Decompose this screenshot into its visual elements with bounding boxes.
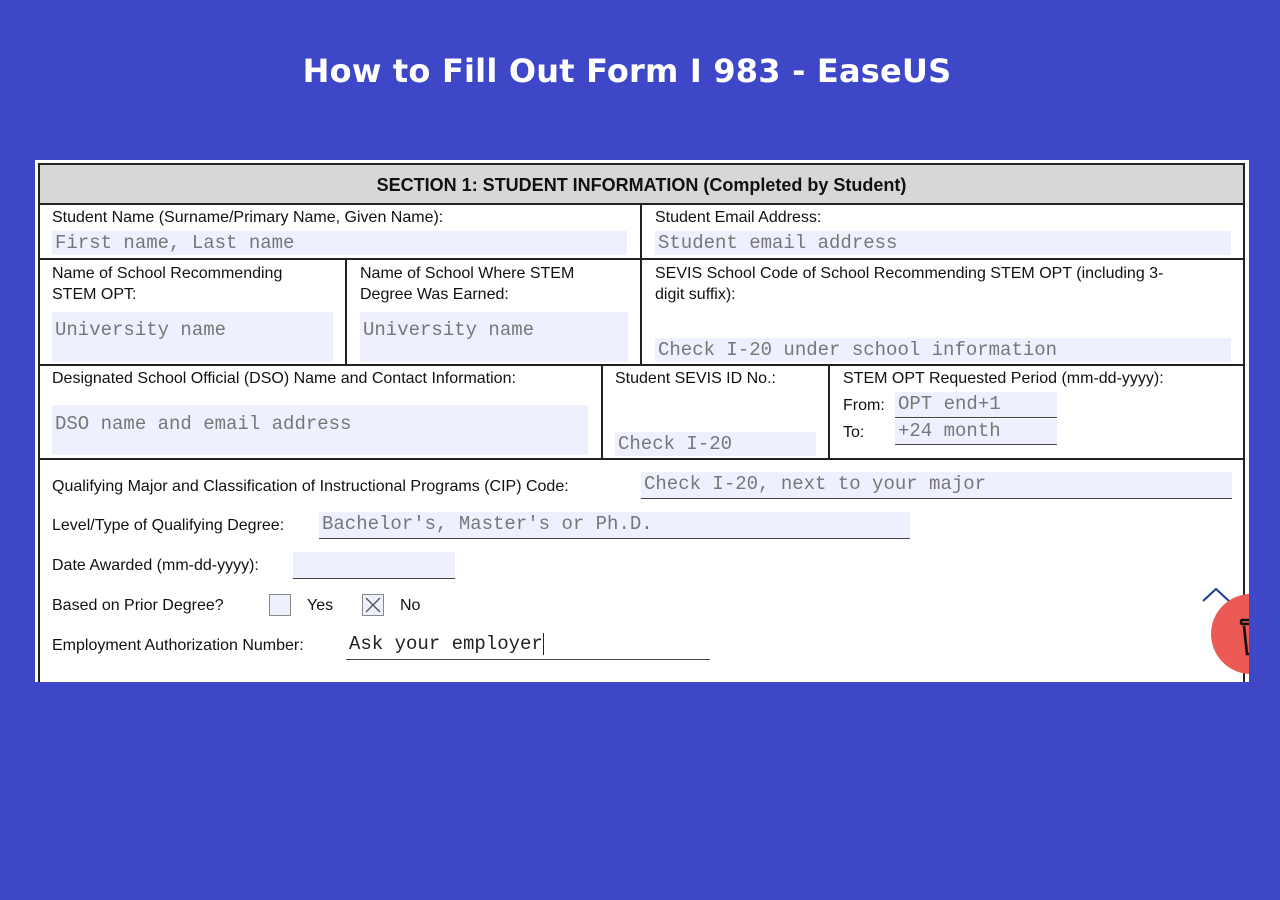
dso-label: Designated School Official (DSO) Name and Contact Information:	[52, 370, 516, 387]
student-email-field[interactable]: Student email address	[655, 231, 1231, 255]
employment-auth-field[interactable]	[346, 632, 710, 660]
student-name-label: Student Name (Surname/Primary Name, Given Name):	[52, 209, 444, 226]
sevis-code-field[interactable]: Check I-20 under school information	[655, 338, 1231, 362]
degree-level-label: Level/Type of Qualifying Degree:	[52, 517, 285, 534]
prior-degree-no-checkbox[interactable]	[362, 594, 384, 616]
school-recommending-field[interactable]	[52, 312, 333, 362]
sevis-id-field[interactable]: Check I-20	[615, 432, 816, 456]
school-degree-value: University name	[363, 319, 535, 341]
student-email-label: Student Email Address:	[655, 209, 822, 226]
period-from-field[interactable]: OPT end+1	[895, 392, 1057, 418]
text-cursor	[543, 633, 544, 655]
period-from-label: From:	[843, 397, 885, 414]
divider	[640, 260, 642, 364]
date-awarded-label: Date Awarded (mm-dd-yyyy):	[52, 557, 259, 574]
school-degree-label-line: Degree Was Earned:	[360, 286, 509, 303]
dso-value: DSO name and email address	[55, 413, 352, 435]
school-degree-field[interactable]	[360, 312, 628, 362]
dso-field[interactable]	[52, 405, 588, 455]
period-label: STEM OPT Requested Period (mm-dd-yyyy):	[843, 370, 1164, 387]
sevis-code-label-line: digit suffix):	[655, 286, 736, 303]
prior-degree-no-label: No	[400, 597, 421, 614]
divider	[640, 205, 642, 261]
school-recommending-label	[52, 263, 282, 305]
divider	[601, 366, 603, 458]
prior-degree-label: Based on Prior Degree?	[52, 597, 224, 614]
period-to-field[interactable]: +24 month	[895, 419, 1057, 445]
sevis-code-label-line: SEVIS School Code of School Recommending STEM OPT (including 3-	[655, 265, 1164, 282]
degree-level-field[interactable]: Bachelor's, Master's or Ph.D.	[319, 512, 910, 539]
employment-auth-value: Ask your employer	[349, 633, 543, 655]
form-i983-section-1	[35, 160, 1249, 682]
prior-degree-yes-checkbox[interactable]	[269, 594, 291, 616]
school-degree-label-line: Name of School Where STEM	[360, 265, 575, 282]
sevis-id-label: Student SEVIS ID No.:	[615, 370, 776, 387]
x-mark-icon	[363, 595, 383, 615]
section-heading: SECTION 1: STUDENT INFORMATION (Completed by Student)	[40, 165, 1243, 205]
prior-degree-yes-label: Yes	[307, 597, 334, 614]
school-recommending-label-line: STEM OPT:	[52, 286, 137, 303]
cup-icon	[1239, 610, 1249, 658]
cip-label: Qualifying Major and Classification of Instructional Programs (CIP) Code:	[52, 478, 569, 495]
employment-auth-label: Employment Authorization Number:	[52, 637, 304, 654]
divider	[40, 364, 1243, 366]
page-title: How to Fill Out Form I 983 - EaseUS	[302, 52, 952, 90]
date-awarded-field[interactable]	[293, 552, 455, 579]
school-degree-label	[360, 263, 574, 305]
divider	[40, 458, 1243, 460]
school-recommending-value: University name	[55, 319, 227, 341]
student-name-field[interactable]: First name, Last name	[52, 231, 627, 255]
period-to-label: To:	[843, 424, 865, 441]
divider	[345, 260, 347, 364]
school-recommending-label-line: Name of School Recommending	[52, 265, 283, 282]
cip-field[interactable]: Check I-20, next to your major	[641, 472, 1232, 499]
divider	[828, 366, 830, 458]
sevis-code-label	[655, 263, 1163, 305]
